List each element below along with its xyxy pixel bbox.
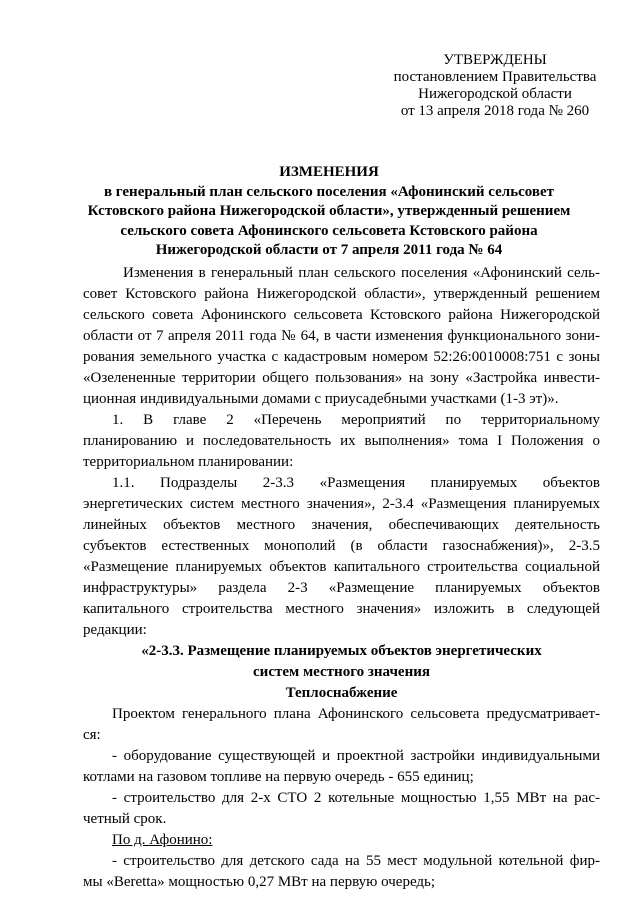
bullet-line: котлами на газовом топливе на первую очередь - 655 единиц; (83, 769, 474, 785)
place-heading (83, 830, 600, 851)
bullet-line: четный срок. (83, 811, 167, 827)
approval-stamp (380, 52, 610, 120)
item11-line: «Размещение планируемых объектов капитального строительства социальной (83, 559, 600, 575)
provision-line: Проектом генерального плана Афонинского сельсовета предусматривает- (112, 706, 600, 722)
item11-line: 1.1. Подразделы 2-3.3 «Размещения планируемых объектов (112, 475, 600, 491)
document-title (60, 163, 598, 261)
provision-line: ся: (83, 727, 101, 743)
item11-line: линейных объектов местного значения, обеспечивающих деятельность (83, 517, 600, 533)
title-line: Нижегородской области от 7 апреля 2011 года № 64 (155, 242, 503, 258)
item11-line: субъектов естественных монополий (в области газоснабжения)», 2-3.5 (83, 538, 600, 554)
section-heading: систем местного значения (253, 664, 430, 680)
item1-line: планированию и последовательность их выполнения» тома I Положения о (83, 433, 600, 449)
subheading-heat-supply: Теплоснабжение (285, 685, 398, 701)
item11-line: капитального строительства местного значения» изложить в следующей (83, 601, 600, 617)
item1-line: 1. В главе 2 «Перечень мероприятий по территориальному (112, 412, 600, 428)
approval-title: УТВЕРЖДЕНЫ (443, 52, 547, 68)
item11-line: редакции: (83, 622, 147, 638)
intro-line: ционная индивидуальными домами с приусадебными участками (1-3 эт)». (83, 391, 559, 407)
document-body (83, 263, 600, 893)
bullet-line: - строительство для 2-х СТО 2 котельные мощностью 1,55 МВт на рас- (112, 790, 600, 806)
intro-line: «Озелененные территории общего пользования» на зону «Застройка инвести- (83, 370, 600, 386)
bullet-line: - строительство для детского сада на 55 мест модульной котельной фир- (112, 853, 600, 869)
bullet-line: - оборудование существующей и проектной застройки индивидуальными (112, 748, 600, 764)
title-heading: ИЗМЕНЕНИЯ (279, 164, 379, 180)
item1-line: территориальном планировании: (83, 454, 294, 470)
item11-line: инфраструктуры» раздела 2-3 «Размещение планируемых объектов (83, 580, 600, 596)
bullet-line: мы «Beretta» мощностью 0,27 МВт на первую очередь; (83, 874, 436, 890)
section-heading: «2-3.3. Размещение планируемых объектов энергетических (141, 643, 542, 659)
intro-line: сельского совета Афонинского сельсовета Кстовского района Нижегородской (83, 307, 600, 323)
approval-date: от 13 апреля 2018 года № 260 (400, 103, 590, 119)
item11-line: энергетических систем местного значения», 2-3.4 «Размещения планируемых (83, 496, 600, 512)
approval-line: Нижегородской области (418, 86, 572, 102)
place-label: По д. Афонино: (112, 832, 213, 848)
intro-line: Изменения в генеральный план сельского поселения «Афонинский сель- (123, 265, 600, 281)
intro-line: рования земельного участка с кадастровым номером 52:26:0010008:751 с зоны (83, 349, 600, 365)
title-line: Кстовского района Нижегородской области», утвержденный решением (87, 203, 571, 219)
title-line: сельского совета Афонинского сельсовета Кстовского района (120, 222, 538, 239)
approval-line: постановлением Правительства (393, 69, 597, 85)
intro-line: области от 7 апреля 2011 года № 64, в части изменения функционального зони- (83, 328, 600, 344)
title-line: в генеральный план сельского поселения «Афонинский сельсовет (103, 183, 555, 200)
intro-line: совет Кстовского района Нижегородской области», утвержденный решением (83, 286, 600, 302)
